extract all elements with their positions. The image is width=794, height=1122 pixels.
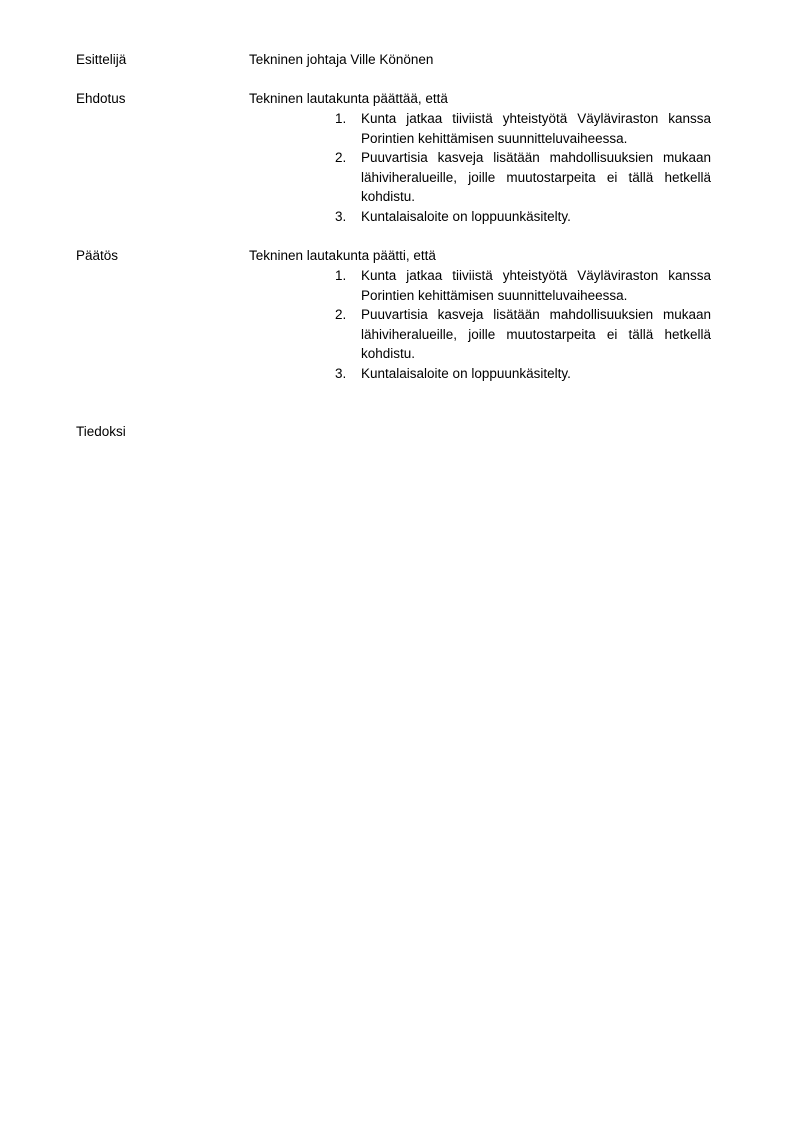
- list-item-number: 1.: [335, 268, 347, 283]
- proposal-label: Ehdotus: [76, 91, 126, 106]
- list-item-number: 1.: [335, 111, 347, 126]
- for-information-label: Tiedoksi: [76, 424, 126, 439]
- decision-section: [249, 246, 719, 383]
- list-item: [335, 148, 711, 207]
- proposal-intro: Tekninen lautakunta päättää, että: [249, 91, 448, 106]
- list-item-text: Kuntalaisaloite on loppuunkäsitelty.: [361, 208, 571, 224]
- list-item-number: 2.: [335, 307, 347, 322]
- presenter-label: Esittelijä: [76, 52, 127, 67]
- decision-list: [335, 266, 711, 383]
- list-item-number: 2.: [335, 150, 347, 165]
- list-item-number: 3.: [335, 365, 347, 381]
- list-item-text: Kunta jatkaa tiiviistä yhteistyötä Väyläviraston kanssa Porintien kehittämisen suunnitteluvaiheessa.: [361, 111, 711, 146]
- list-item-text: Puuvartisia kasveja lisätään mahdollisuuksien mukaan lähiviheralueille, joille muutostarpeita ei tällä hetkellä kohdistu.: [361, 307, 711, 361]
- list-item: [335, 109, 711, 148]
- proposal-list: [335, 109, 711, 226]
- list-item-text: Puuvartisia kasveja lisätään mahdollisuuksien mukaan lähiviheralueille, joille muutostarpeita ei tällä hetkellä kohdistu.: [361, 150, 711, 204]
- proposal-section: [249, 89, 719, 226]
- list-item-number: 3.: [335, 208, 347, 224]
- list-item-text: Kunta jatkaa tiiviistä yhteistyötä Väyläviraston kanssa Porintien kehittämisen suunnitteluvaiheessa.: [361, 268, 711, 303]
- decision-intro: Tekninen lautakunta päätti, että: [249, 248, 436, 263]
- decision-label: Päätös: [76, 248, 119, 263]
- presenter-value: Tekninen johtaja Ville Könönen: [249, 52, 434, 67]
- list-item: [335, 305, 711, 364]
- list-item: [335, 266, 711, 305]
- list-item-text: Kuntalaisaloite on loppuunkäsitelty.: [361, 365, 571, 381]
- list-item: [335, 364, 711, 384]
- list-item: [335, 207, 711, 227]
